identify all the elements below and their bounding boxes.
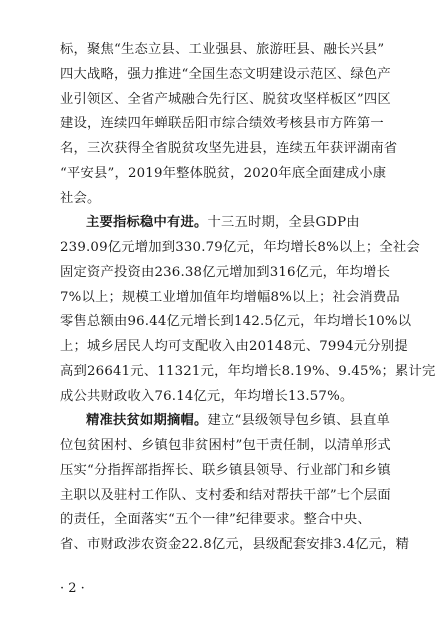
paragraph2-first-line	[86, 213, 378, 233]
paragraph1-line: 建设，连续四年蝉联岳阳市综合绩效考核县市方阵第一	[60, 116, 384, 132]
paragraph1-line: 名，三次获得全省脱贫攻坚先进县，连续五年获评湖南省	[60, 141, 398, 157]
paragraph1-line: 标，聚焦“生态立县、工业强县、旅游旺县、融长兴县”	[60, 42, 385, 57]
paragraph2-line: 零售总额由96.44亿元增长到142.5亿元，年均增长10%以	[60, 314, 412, 330]
paragraph1-line: “平安县”，2019年整体脱贫，2020年底全面建成小康	[60, 165, 387, 181]
paragraph3-line: 的责任，全面落实“五个一律”纪律要求。整合中央、	[60, 512, 371, 528]
paragraph3-line: 省、市财政涉农资金22.8亿元，县级配套安排3.4亿元，精	[60, 537, 410, 553]
paragraph2-line: 固定资产投资由236.38亿元增加到316亿元，年均增长	[60, 264, 391, 280]
paragraph2-first-line-text: 十三五时期，全县GDP由	[207, 215, 360, 231]
paragraph2-line: 上；城乡居民人均可支配收入由20148元、7994元分别提	[60, 339, 408, 355]
page-number: · 2 ·	[60, 581, 85, 596]
paragraph3-line: 位包贫困村、乡镇包非贫困村”包干责任制，以清单形式	[60, 438, 391, 454]
paragraph2-heading: 主要指标稳中有进。	[86, 215, 208, 231]
paragraph2-line: 成公共财政收入76.14亿元，年均增长13.57%。	[60, 388, 354, 404]
paragraph1-line: 四大战略，强力推进“全国生态文明建设示范区、绿色产	[60, 66, 391, 82]
paragraph3-first-line	[86, 411, 390, 431]
paragraph3-line: 压实“分指挥部指挥长、联乡镇县领导、行业部门和乡镇	[60, 462, 391, 478]
paragraph3-heading: 精准扶贫如期摘帽。	[86, 413, 208, 429]
paragraph3-line: 主职以及驻村工作队、支村委和结对帮扶干部”七个层面	[60, 487, 391, 503]
paragraph3-first-line-text: 建立“县级领导包乡镇、县直单	[207, 413, 390, 429]
paragraph2-line: 高到26641元、11321元，年均增长8.19%、9.45%；累计完	[60, 363, 436, 379]
paragraph2-line: 239.09亿元增加到330.79亿元，年均增长8%以上；全社会	[60, 240, 420, 256]
paragraph1-line: 社会。	[60, 190, 101, 206]
paragraph1-line: 业引领区、全省产城融合先行区、脱贫攻坚样板区”四区	[60, 91, 391, 107]
paragraph2-line: 7%以上；规模工业增加值年均增幅8%以上；社会消费品	[60, 289, 400, 305]
